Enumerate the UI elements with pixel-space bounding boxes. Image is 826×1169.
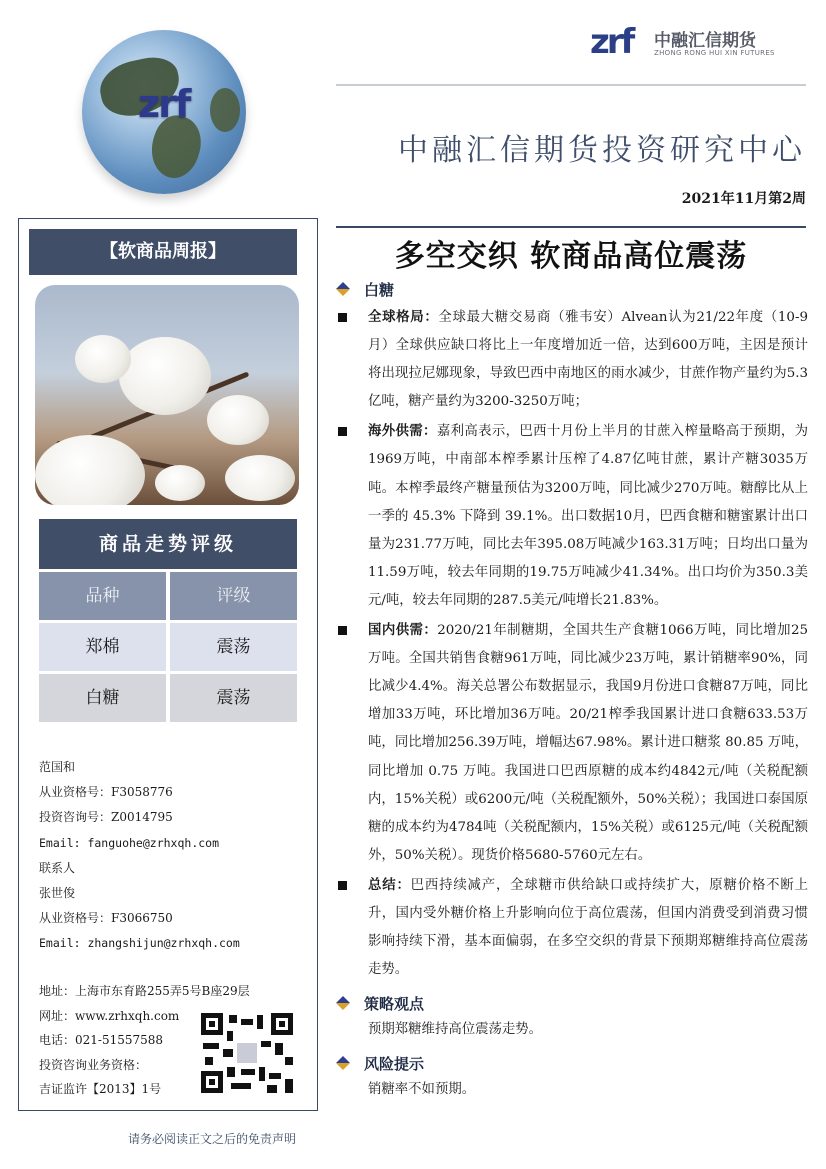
brand-logo <box>590 22 790 62</box>
strategy-text: 预期郑糖维持高位震荡走势。 <box>368 1022 543 1038</box>
cotton-photo <box>35 285 299 505</box>
rating-cell: 震荡 <box>170 623 297 671</box>
table-row <box>39 623 297 671</box>
report-body <box>336 276 808 1104</box>
contact-name: 张世俊 <box>39 886 76 901</box>
website-link[interactable]: 网址：www.zrhxqh.com <box>39 1008 180 1023</box>
qualification-number: 从业资格号：F3066750 <box>39 911 173 926</box>
paragraph-text: 巴西持续减产，全球糖市供给缺口或持续扩大，原糖价格不断上升，国内受外糖价格上升影响向位于高位震荡，但国内消费受到消费习惯影响持续下滑，基本面偏弱，在多空交织的背景下预期郑糖维持高位震荡走势。 <box>368 877 809 978</box>
rating-table-header <box>39 572 297 620</box>
paragraph-label: 国内供需： <box>368 622 438 639</box>
contact-email[interactable]: Email: zhangshijun@zrhxqh.com <box>39 936 240 951</box>
commodity-cell: 郑棉 <box>39 623 166 671</box>
cotton-boll <box>35 435 145 505</box>
report-title: 多空交织 软商品高位震荡 <box>394 239 748 274</box>
analyst-name: 范国和 <box>39 760 76 774</box>
paragraph-text: 全球最大糖交易商（雅韦安）Alvean认为21/22年度（10-9月）全球供应缺口将比上一年度增加近一倍，达到600万吨，主因是预计将出现拉尼娜现象，导致巴西中南地区的雨水减少，甘蔗作物产量约为5.3亿吨，糖产量约为3200-3250万吨； <box>368 310 808 410</box>
paragraph-label: 全球格局： <box>368 309 439 325</box>
qr-code <box>201 1013 293 1093</box>
section-heading-sugar <box>336 276 808 302</box>
contact-label: 联系人 <box>39 860 76 875</box>
research-center-title: 中融汇信期货投资研究中心 <box>398 133 806 168</box>
square-bullet-icon <box>338 881 347 890</box>
paragraph-label: 总结： <box>368 876 411 893</box>
address: 地址：上海市东育路255弄5号B座29层 <box>39 984 250 998</box>
cotton-boll <box>207 395 269 445</box>
rating-table <box>39 519 297 722</box>
paragraph-label: 海外供需： <box>368 423 437 440</box>
section-heading-risk <box>336 1050 808 1076</box>
paragraph-text: 2020/21年制糖期，全国共生产食糖1066万吨，同比增加25万吨。全国共销售食糖961万吨，同比减少23万吨，累计销糖率90%，同比减少4.4%。海关总署公布数据显示，我国9月份进口食糖87万吨，同比增加33万吨，环比增加36万吨。20/21榨季我国累计进口食糖633.53万吨，同比增加256.39万吨，增幅达67.98%。累计进口糖浆 80.85 万吨，同比增加 0.75 万吨。我国进口巴西原糖的成本约4842元/吨（关税配额内，15%关税）或6200元/吨（关税配额外，50%关税）；我国进口泰国原糖的成本约为4784吨（关税配额内，15%关税）或6125元/吨（关税配额外，50%关税）。现货价格5680-5760元左右。 <box>368 623 809 863</box>
column-header: 品种 <box>39 572 166 620</box>
paragraph-summary <box>336 871 808 984</box>
cotton-boll <box>225 455 295 501</box>
cotton-boll <box>75 335 131 383</box>
analyst-email[interactable]: Email: fanguohe@zrhxqh.com <box>39 835 220 850</box>
section-heading-text: 风险提示 <box>364 1054 425 1073</box>
risk-text: 销糖率不如预期。 <box>368 1082 476 1098</box>
qualification-number: 从业资格号：F3058776 <box>39 785 173 800</box>
section-heading-text: 白糖 <box>364 280 395 299</box>
square-bullet-icon <box>338 626 347 635</box>
section-bullet-icon <box>336 1056 350 1070</box>
title-divider <box>336 226 806 228</box>
continent-shape <box>210 88 240 132</box>
rating-cell: 震荡 <box>170 674 297 722</box>
rating-table-title: 商品走势评级 <box>39 519 297 569</box>
commodity-cell: 白糖 <box>39 674 166 722</box>
section-heading-strategy <box>336 990 808 1016</box>
brand-name-cn: 中融汇信期货 <box>654 31 756 51</box>
cotton-boll <box>155 465 205 501</box>
globe-logo <box>82 30 246 194</box>
report-date: 2021年11月第2周 <box>681 191 806 207</box>
disclaimer-note: 请务必阅读正文之后的免责声明 <box>128 1132 297 1146</box>
brand-name-en: ZHONG RONG HUI XIN FUTURES <box>654 49 775 57</box>
phone: 电话：021-51557588 <box>39 1033 164 1048</box>
paragraph-overseas <box>336 417 808 615</box>
report-type-label: 【软商品周报】 <box>29 229 297 275</box>
table-row <box>39 674 297 722</box>
sidebar <box>18 218 318 1111</box>
column-header: 评级 <box>170 572 297 620</box>
paragraph-text: 嘉利高表示，巴西十月份上半月的甘蔗入榨量略高于预期，为1969万吨，中南部本榨季累计压榨了4.87亿吨甘蔗，累计产糖3035万吨。本榨季最终产糖量预估为3200万吨，同比减少270万吨。糖醇比从上一季的 45.3% 下降到 39.1%。出口数据10月，巴西食糖和糖蜜累计出口量为231.77万吨，同比去年395.08万吨减少163.31万吨；日均出口量为11.59万吨，较去年同期的19.75万吨减少41.34%。出口均价为350.3美元/吨，较去年同期的287.5美元/吨增长21.83%。 <box>368 424 809 608</box>
section-heading-text: 策略观点 <box>364 994 425 1013</box>
paragraph-domestic <box>336 616 808 870</box>
square-bullet-icon <box>338 313 347 322</box>
globe-logo-text: zrf <box>138 82 190 126</box>
consulting-number: 投资咨询号：Z0014795 <box>39 810 173 825</box>
section-bullet-icon <box>336 282 350 296</box>
brand-mark: zrf <box>590 22 633 62</box>
header-divider <box>336 84 806 86</box>
section-bullet-icon <box>336 996 350 1010</box>
square-bullet-icon <box>338 427 347 436</box>
paragraph-global <box>336 303 808 416</box>
license-label: 投资咨询业务资格： <box>39 1057 148 1072</box>
license-number: 吉证监许【2013】1号 <box>39 1082 162 1097</box>
analyst-contacts <box>39 755 309 957</box>
cotton-boll <box>119 337 211 415</box>
